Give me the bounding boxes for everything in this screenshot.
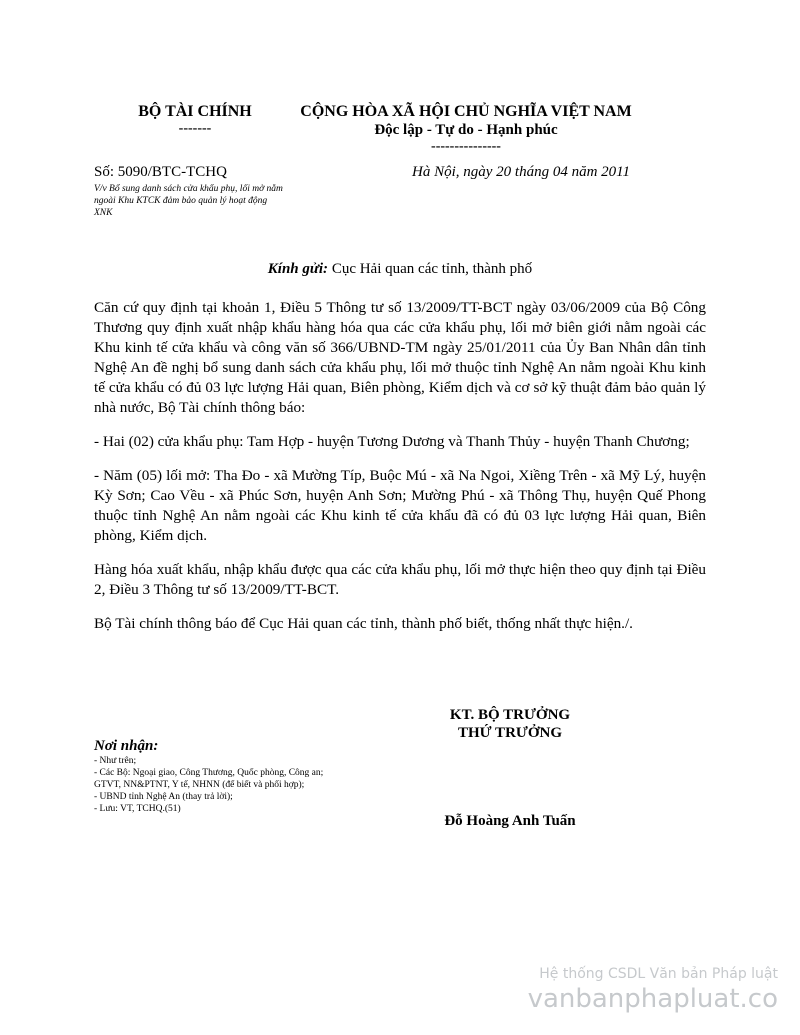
recipients-item: - Như trên; bbox=[94, 756, 137, 766]
national-motto: Độc lập - Tự do - Hạnh phúc bbox=[374, 122, 558, 138]
signer-name: Đỗ Hoàng Anh Tuấn bbox=[444, 813, 576, 829]
recipients-title: Nơi nhận: bbox=[94, 738, 159, 754]
watermark-domain: vanbanphapluat.co bbox=[527, 984, 778, 1014]
agency-divider: ------- bbox=[178, 121, 212, 136]
signature-title-secondary: THỨ TRƯỞNG bbox=[457, 725, 563, 741]
body-paragraph: Bộ Tài chính thông báo để Cục Hải quan các tỉnh, thành phố biết, thống nhất thực hiện./. bbox=[94, 615, 633, 632]
document-subject: V/v Bổ sung danh sách cửa khẩu phụ, lối mở nằm ngoài Khu KTCK đảm bảo quản lý hoạt động XNK bbox=[94, 184, 283, 218]
issuing-agency-block bbox=[100, 102, 290, 137]
document-number: Số: 5090/BTC-TCHQ bbox=[94, 164, 227, 180]
national-title: CỘNG HÒA XÃ HỘI CHỦ NGHĨA VIỆT NAM bbox=[300, 103, 632, 120]
national-title-block bbox=[286, 102, 646, 154]
recipients-item: - UBND tỉnh Nghệ An (thay trả lời); bbox=[94, 792, 233, 802]
signature-block bbox=[410, 706, 610, 742]
recipients-item: - Lưu: VT, TCHQ.(51) bbox=[94, 804, 181, 814]
document-body bbox=[94, 298, 706, 648]
watermark-tagline: Hệ thống CSDL Văn bản Pháp luật bbox=[539, 966, 778, 982]
recipients-item: - Các Bộ: Ngoại giao, Công Thương, Quốc phòng, Công an; bbox=[94, 768, 324, 778]
motto-divider: --------------- bbox=[431, 139, 501, 154]
issuing-agency: BỘ TÀI CHÍNH bbox=[138, 103, 252, 120]
site-watermark bbox=[528, 965, 778, 1015]
document-date: Hà Nội, ngày 20 tháng 04 năm 2011 bbox=[412, 164, 631, 180]
recipient-label: Kính gửi: bbox=[267, 261, 329, 277]
body-paragraph: - Hai (02) cửa khẩu phụ: Tam Hợp - huyện Tương Dương và Thanh Thủy - huyện Thanh Chương; bbox=[94, 433, 690, 450]
body-paragraph: - Năm (05) lối mở: Tha Đo - xã Mường Típ, Buộc Mú - xã Na Ngoi, Xiềng Trên - xã Mỹ Lý, huyện Kỳ Sơn; Cao Vều - xã Phúc Sơn, huyện Anh Sơn; Mường Phú - xã Thông Thụ, huyện Quế Phong thuộc tỉnh Nghệ An nằm ngoài các Khu kinh tế cửa khẩu đã có đủ 03 lực lượng Hải quan, Biên phòng, Kiểm dịch. bbox=[94, 467, 706, 544]
body-paragraph: Căn cứ quy định tại khoản 1, Điều 5 Thông tư số 13/2009/TT-BCT ngày 03/06/2009 của Bộ Công Thương quy định xuất nhập khẩu hàng hóa qua các cửa khẩu phụ, lối mở biên giới nằm ngoài các Khu kinh tế cửa khẩu và công văn số 366/UBND-TM ngày 25/01/2011 của Ủy Ban Nhân dân tỉnh Nghệ An đề nghị bổ sung danh sách cửa khẩu phụ, lối mở thuộc tỉnh Nghệ An nằm ngoài Khu kinh tế cửa khẩu có đủ 03 lực lượng Hải quan, Biên phòng, Kiểm dịch và cơ sở kỹ thuật đảm bảo quản lý nhà nước, Bộ Tài chính thông báo: bbox=[94, 299, 706, 416]
recipients-item: GTVT, NN&PTNT, Y tế, NHNN (để biết và phối hợp); bbox=[94, 780, 305, 790]
body-paragraph: Hàng hóa xuất khẩu, nhập khẩu được qua các cửa khẩu phụ, lối mở thực hiện theo quy định tại Điều 2, Điều 3 Thông tư số 13/2009/TT-BCT. bbox=[94, 561, 706, 598]
signature-title-primary: KT. BỘ TRƯỞNG bbox=[449, 707, 571, 723]
recipient-value: Cục Hải quan các tỉnh, thành phố bbox=[331, 261, 533, 277]
recipient-line bbox=[0, 261, 800, 278]
recipients-list bbox=[94, 737, 394, 815]
